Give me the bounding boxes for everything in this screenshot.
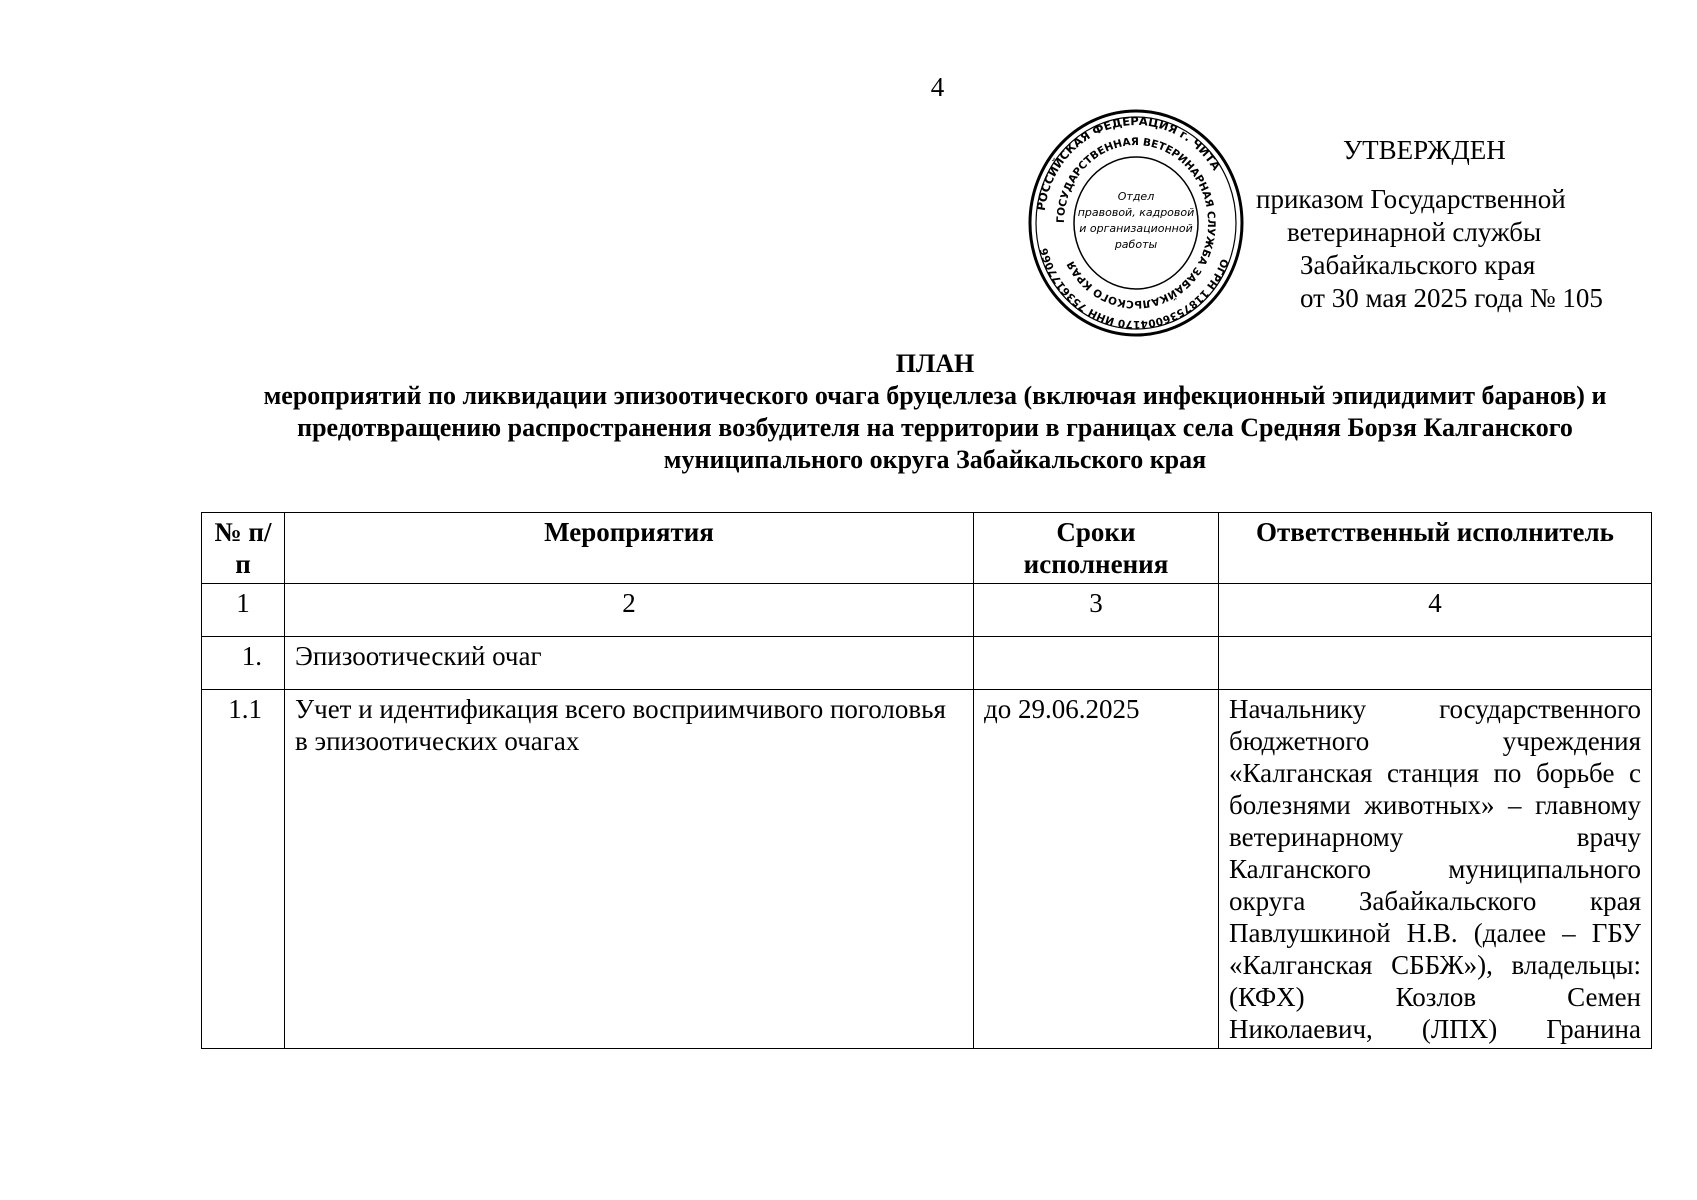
approval-line-3: Забайкальского края (1300, 250, 1536, 280)
row-responsible-cell (1219, 637, 1652, 690)
document-title: ПЛАН (895, 349, 975, 378)
plan-table (201, 512, 1652, 1049)
row-activity-cell: Учет и идентификация всего восприимчивого поголовья в эпизоотических очагах (285, 690, 974, 1049)
approval-block (1250, 134, 1670, 315)
stamp-center-line-2: правовой, кадровой (1077, 206, 1195, 219)
column-number-cell: 2 (285, 584, 974, 637)
approval-line-4: от 30 мая 2025 года № 105 (1300, 283, 1603, 313)
responsible-line: бюджетного учреждения (1229, 726, 1641, 756)
column-number-cell: 3 (974, 584, 1219, 637)
document-title-block (200, 348, 1670, 476)
responsible-line: болезнями животных» – главному (1229, 790, 1641, 820)
row-number-cell: 1.1 (202, 690, 285, 1049)
row-deadline-cell: до 29.06.2025 (974, 690, 1219, 1049)
responsible-line: (КФХ) Козлов Семен (1229, 982, 1641, 1012)
header-activity: Мероприятия (285, 513, 974, 584)
column-number-row (202, 584, 1652, 637)
stamp-center-line-4: работы (1114, 238, 1158, 251)
stamp-ring-text: ГОСУДАРСТВЕННАЯ ВЕТЕРИНАРНАЯ СЛУЖБА ЗАБАЙКАЛЬСКОГО КРАЯ (1054, 135, 1218, 311)
approval-line-1: приказом Государственной (1256, 184, 1566, 214)
responsible-line: округа Забайкальского края (1229, 886, 1641, 916)
responsible-line: «Калганская станция по борьбе с (1229, 758, 1641, 788)
stamp-bottom-text: ОГРН 1187536004170 ИНН 7536177066 (1038, 246, 1231, 331)
stamp-outer-text: РОССИЙСКАЯ ФЕДЕРАЦИЯ г. ЧИТА (1033, 113, 1224, 212)
stamp-center-line-1: Отдел (1117, 190, 1155, 203)
table-row (202, 637, 1652, 690)
column-number-cell: 1 (202, 584, 285, 637)
approval-status: УТВЕРЖДЕН (1343, 135, 1506, 165)
column-number-cell: 4 (1219, 584, 1652, 637)
responsible-line: Николаевич, (ЛПХ) Гранина (1229, 1014, 1641, 1044)
table-header-row (202, 513, 1652, 584)
responsible-line: ветеринарному врачу (1229, 822, 1641, 852)
table-row (202, 690, 1652, 1049)
header-deadline: Сроки исполнения (974, 513, 1219, 584)
page-number: 4 (930, 72, 945, 102)
responsible-line: «Калганская СББЖ»), владельцы: (1229, 950, 1641, 980)
responsible-line: Павлушкиной Н.В. (далее – ГБУ (1229, 918, 1641, 948)
row-activity-cell: Эпизоотический очаг (285, 637, 974, 690)
responsible-line: Калганского муниципального (1229, 854, 1641, 884)
row-responsible-cell (1219, 690, 1652, 1049)
row-deadline-cell (974, 637, 1219, 690)
header-number: № п/п (202, 513, 285, 584)
row-number-cell: 1. (202, 637, 285, 690)
document-subtitle: мероприятий по ликвидации эпизоотического очага бруцеллеза (включая инфекционный эпидидимит баранов) и предотвращению распространения возбудителя на территории в границах села Средняя Борзя Калганского муниципального округа Забайкальского края (263, 381, 1607, 474)
approval-line-2: ветеринарной службы (1287, 217, 1542, 247)
stamp-center-line-3: и организационной (1079, 222, 1193, 235)
responsible-line: Начальнику государственного (1229, 694, 1641, 724)
official-stamp (1026, 108, 1246, 338)
header-responsible: Ответственный исполнитель (1219, 513, 1652, 584)
